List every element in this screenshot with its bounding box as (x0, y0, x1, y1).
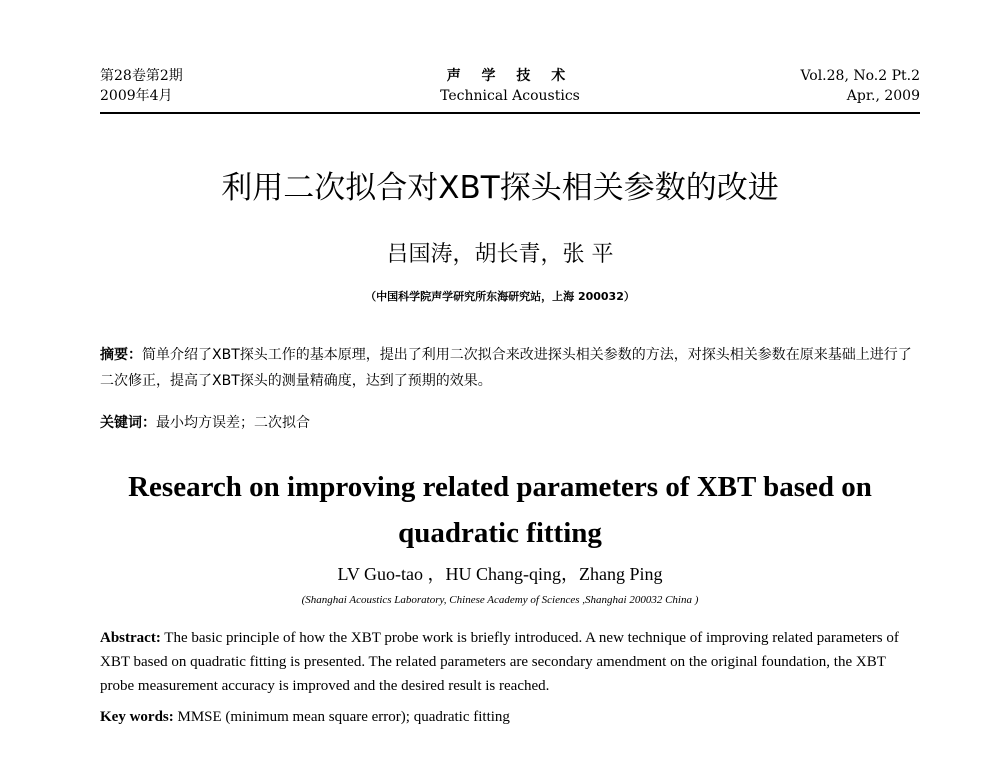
paper-title-cn: 利用二次拟合对XBT探头相关参数的改进 (221, 170, 779, 206)
keywords-cn (100, 412, 920, 434)
journal-name-cn: 声 学 技 术 (446, 68, 574, 84)
volume-issue-en (800, 66, 920, 106)
abstract-en-label: Abstract: (100, 630, 161, 646)
keywords-en-label: Key words: (100, 709, 174, 725)
paper-title-en-line2: quadratic fitting (398, 517, 602, 549)
authors-cn: 吕国涛，胡长青，张 平 (386, 242, 614, 267)
keywords-cn-text: 最小均方误差；二次拟合 (156, 415, 310, 431)
abstract-cn (100, 342, 920, 394)
abstract-en-text: The basic principle of how the XBT probe work is briefly introduced. A new technique of improving related parameters of XBT based on quadratic fitting is presented. The related parameters are secondary amendment on the original foundation, the XBT probe measurement accuracy is improved and the desired result is reached. (100, 630, 899, 694)
volume-issue-en-line2: Apr., 2009 (846, 88, 920, 104)
volume-issue-en-line1: Vol.28, No.2 Pt.2 (800, 68, 920, 84)
volume-issue-cn-line1: 第28卷第2期 (100, 68, 183, 84)
paper-title-en-line1: Research on improving related parameters of XBT based on (128, 471, 872, 503)
abstract-cn-label: 摘要： (100, 347, 142, 363)
running-header (100, 66, 920, 114)
keywords-en-text: MMSE (minimum mean square error); quadratic fitting (173, 709, 510, 725)
affiliation-cn: （中国科学院声学研究所东海研究站，上海 200032） (365, 290, 635, 303)
header-rule (100, 112, 920, 114)
keywords-cn-label: 关键词： (100, 415, 156, 431)
journal-name (100, 66, 920, 106)
keywords-en (100, 706, 920, 728)
abstract-cn-text: 简单介绍了XBT探头工作的基本原理，提出了利用二次拟合来改进探头相关参数的方法，对探头相关参数在原来基础上进行了二次修正，提高了XBT探头的测量精确度，达到了预期的效果。 (100, 347, 912, 389)
paper-title-en (0, 464, 1000, 556)
abstract-en (100, 626, 920, 698)
volume-issue-cn-line2: 2009年4月 (100, 88, 173, 104)
journal-name-en: Technical Acoustics (440, 88, 580, 104)
affiliation-en: (Shanghai Acoustics Laboratory, Chinese Academy of Sciences ,Shanghai 200032 China ) (301, 594, 699, 606)
authors-en: LV Guo-tao ，HU Chang-qing，Zhang Ping (337, 564, 663, 584)
